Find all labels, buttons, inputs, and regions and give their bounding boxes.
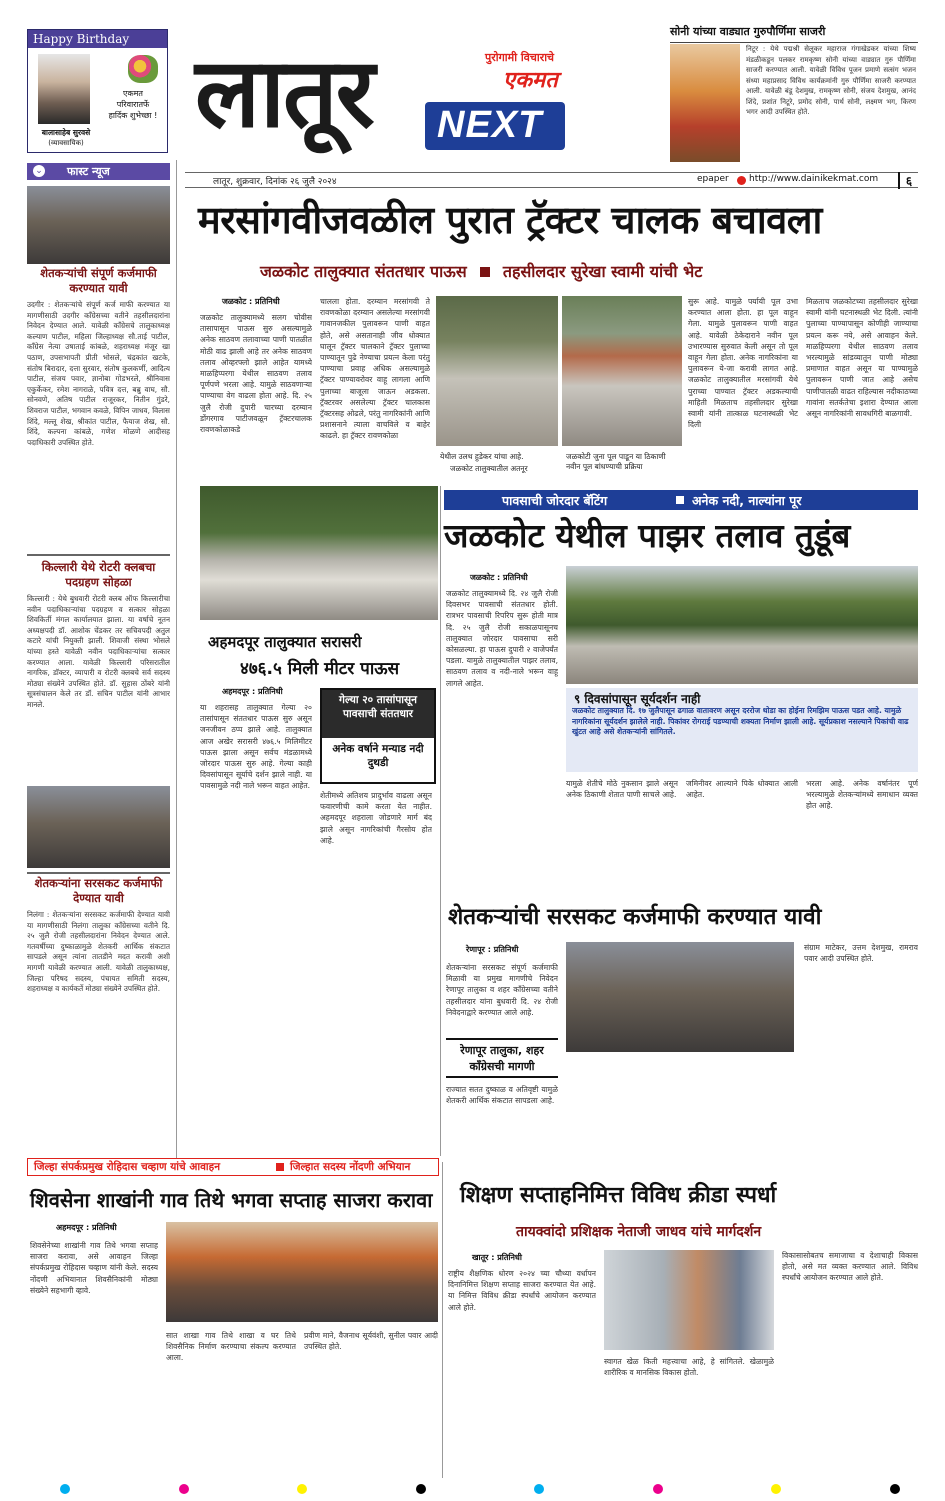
lead-subhead-a: जळकोट तालुक्यात संततधार पाऊस (260, 262, 467, 281)
shivsena-headline: शिवसेना शाखांनी गाव तिथे भगवा सप्ताह साजरा करावा (30, 1188, 433, 1212)
birthday-role: (व्यावसायिक) (48, 139, 84, 147)
shivsena-strap-b: जिल्हात सदस्य नोंदणी अभियान (290, 1161, 411, 1173)
rain-col-1: या शहरासह तालुक्यात गेल्या २० तासांपासून संततधार पाऊस सुरु असून जनजीवन ठप्प झाले आहे. तालुक्यात आज अखेर सरासरी ४७६.५ मिलिमीटर पाऊस झाला असून सर्वच मंडळामध्ये जोरदार पाऊस सुरु आहे. गेल्या काही दिवसांपासून सूर्याचे दर्शन झाले नाही. या पावसामुळे नदी नाले भरून वाहत आहेत. (200, 703, 312, 791)
shivsena-photo (166, 1222, 438, 1322)
birthday-photo (38, 54, 90, 124)
swatch-3 (416, 1484, 426, 1494)
swatch-7 (890, 1484, 900, 1494)
sidebar-divider-1 (27, 554, 170, 556)
next-logo-text: NEXT (437, 104, 543, 146)
guru-photo (670, 44, 740, 162)
lead-col-2: चालला होता. दरम्यान मरसांगवी ते रावणकोळा दरम्यान असलेल्या मरसांगवी गावानजकील पुलावरून पाणी वाहत होते, असे असतानाही जीव धोक्यात घालून ट्रॅक्टर चालकाने ट्रॅक्टर पुलाच्या पाण्यातून पुढे नेण्याचा प्रयत्न केला परंतु पाण्याचा प्रवाह अधिक असल्यामुळे ट्रॅक्टर पाण्यावरोवर वाहू लागला आणि पुलाच्या बाजूला जाऊन अडकला. ट्रॅक्टरवर असलेल्या ट्रॅक्टर चालकास ट्रॅक्टरसह ओढले, परंतु नागरिकांनी आणि प्रशासनाने त्याला वाचविले व बाहेर काढले. हा ट्रॅक्टर रावणकोळा (320, 297, 430, 441)
swatch-6 (771, 1484, 781, 1494)
masthead-title: लातूर (195, 37, 373, 149)
tank-col-2: यामुळे शेतीचे मोठे नुकसान झाले असून अनेक ठिकाणी शेतात पाणी साचले आहे. (566, 779, 678, 800)
tank-col-3: जमिनीवर आल्याने पिके धोक्यात आली आहेत. (686, 779, 798, 800)
sports-col-2: स्वागत खेळ किती महत्त्वाचा आहे, हे सांगितले. खेळामुळे शारीरिक व मानसिक विकास होतो. (604, 1357, 774, 1378)
shivsena-strap-bullet-icon (276, 1163, 284, 1171)
fast-news-label: फास्ट न्यूज (67, 165, 110, 178)
rain-callout-a: गेल्या २० तासांपासून पावसाची संततधार (322, 690, 434, 738)
ahmedpur-photo (200, 486, 438, 620)
sports-byline: खातूर : प्रतिनिधी (472, 1253, 522, 1262)
waiver-col-3: संग्राम माटेकर, उत्तम देशमुख, रामराव पवार आदी उपस्थित होते. (804, 943, 918, 964)
swatch-5 (653, 1484, 663, 1494)
swatch-4 (534, 1484, 544, 1494)
brand-name: एकमत (503, 68, 558, 93)
shivsena-col-1: शिवसेनेच्या शाखांनी गाव तिथे भगवा सप्ताह साजरा करावा, असे आवाहन जिल्हा संपर्कप्रमुख रोहिदास चव्हाण यांनी केले. सदस्य नोंदणी अभियानात शिवसैनिकांनी मोठ्या संख्येने सहभागी व्हावे. (30, 1241, 158, 1295)
sports-headline: शिक्षण सप्ताहनिमित्त विविध क्रीडा स्पर्धा (460, 1183, 777, 1208)
lead-col-3: सुरू आहे. यामुळे पर्यायी पूल उभा करण्यात आला होता. हा पूल वाहून गेला. यामुळे पुलावरून पाणी वाहत आहे. यावेळी ठेकेदाराने नवीन पूल उभारण्यास सुरुवात केली असून तो पूल वाहून गेला होता. अनेक नागरिकांना या पुलावरून ये-जा करावी लागत आहे. जळकोट तालुक्यातील मरसांगवी येथे पुराच्या पाण्यात ट्रॅक्टर अडकल्याची माहिती मिळताच तहसीलदार सुरेखा स्वामी यांनी तात्काळ घटनास्थळी भेट दिली (688, 297, 798, 430)
flowers-image (128, 55, 158, 83)
tank-strap (444, 490, 918, 510)
sidebar-headline-2: किल्लारी येथे रोटरी क्लबचा पदग्रहण सोहळा (41, 560, 156, 589)
chevron-down-icon: ⌄ (33, 165, 45, 177)
shivsena-strap-a: जिल्हा संपर्कप्रमुख रोहिदास चव्हाण यांचे आवाहन (34, 1161, 221, 1173)
sports-photo (604, 1250, 774, 1350)
rain-headline-2: ४७६.५ मिली मीटर पाऊस (240, 659, 400, 679)
waiver-col-2: राज्यात सतत दुष्काळ व अतिवृष्टी यामुळे शेतकरी आर्थिक संकटात सापडला आहे. (446, 1085, 558, 1106)
swatch-0 (60, 1484, 70, 1494)
masthead (185, 30, 665, 170)
birthday-wish: एकमत परिवारातर्फे हार्दिक शुभेच्छा ! (108, 89, 158, 120)
sidebar-body-1: उदगीर : शेतकऱ्यांचे संपूर्ण कर्ज माफी करण्यात या मागणीसाठी उदगीर कॉंग्रेसच्या वतीने तहसीलदारांना निवेदन देण्यात आले. यावेळी कॉंग्रेसचे तालुकाध्यक्ष कल्याण पाटील, महिला जिल्हाध्यक्ष सौ.ताई पाटील, कॉंग्रेस नेत्या उषाताई कांबळे, शहराध्यक्ष मंजूर खा पठाण, उपसभापती प्रीती भोसले, चंद्रकांत खटके, संतोष बिरादार, दत्ता सुरवार, संतोष कुलकर्णी, आदित्य पाटील, संजय पवार, ज्ञानोबा गोडभरले, श्रीनिवास एकुर्केकर, रमेश नागराळे, पवित्र दत्त, बब्रु वाघ, सौ. सोनवणे, अतिष पाटील राजूरकर, नितीन गुंडरे, शिवराज पाटील, भगवान कवळे, विपिन जाधव, विलास शिंदे, मल्लू शेख, श्रीकांत पाटील, फैयाज शेख, सौ. शिंदे, कल्पना कांबळे, गणेश मोळणे आदीसह पदाधिकारी उपस्थित होते. (27, 300, 170, 447)
rain-byline: अहमदपूर : प्रतिनिधी (222, 687, 283, 696)
tank-strap-b: अनेक नदी, नाल्यांना पूर (692, 493, 802, 508)
sidebar-divider-2 (27, 872, 170, 874)
sports-col-1: राष्ट्रीय शैक्षणिक धोरण २०२४ च्या चौथ्या वर्धापन दिनानिमित्त शिक्षण सप्ताह साजरा करण्यात येत आहे. या निमित्त विविध क्रीडा स्पर्धांचे आयोजन करण्यात आले होते. (448, 1269, 596, 1312)
tank-byline: जळकोट : प्रतिनिधी (470, 573, 528, 582)
lead-photo-2 (562, 296, 682, 446)
shivsena-strap (27, 1158, 439, 1176)
waiver-col-1: शेतकऱ्यांना सरसकट संपूर्ण कर्जमाफी मिळावी या प्रमुख मागणीचे निवेदन रेणापूर तालुका व शहर कॉंग्रेसच्या वतीने तहसीलदार यांना बुधवारी दि. २४ रोजी निवेदनाद्वारे करण्यात आले आहे. (446, 963, 558, 1017)
waiver-subbox-text: रेणापूर तालुका, शहर कॉंग्रेसची मागणी (460, 1044, 544, 1073)
tank-col-1: जळकोट तालुक्यामध्ये दि. २४ जुलै रोजी दिवसभर पावसाची संततधार होती. रात्रभर पावसाची रिपरिप सुरू होती मात्र दि. २५ जुलै रोजी सकाळपासूनच तालुक्यात जोरदार पावसाचा सरी कोसळल्या. हा पाऊस दुपारी २ वाजेपर्यंत पडला. यामुळे तालुक्यातील पाझर तलाव, साठवण तलाव व नदी-नाले भरून वाहू लागले आहेत. (446, 589, 558, 688)
swatch-2 (297, 1484, 307, 1494)
website-link[interactable]: http://www.dainikekmat.com (749, 174, 879, 184)
rain-callout-b: अनेक वर्षाने मन्याड नदी दुथडी (332, 743, 424, 769)
fast-news-bar (27, 163, 170, 180)
swatch-1 (179, 1484, 189, 1494)
waiver-photo (566, 942, 794, 1052)
page-number: ६ (898, 172, 918, 189)
sidebar-photo-1 (27, 186, 170, 264)
birthday-box (27, 29, 168, 153)
lead-photo-3-caption: जळकोटी जुना पूल पाडून या ठिकाणी नवीन पूल बांधण्याची प्रक्रिया (566, 452, 666, 471)
dateline: लातूर, शुक्रवार, दिनांक २६ जुलै २०२४ (213, 177, 337, 187)
lead-photo-1-caption: येथील उलथ हुडेकर यांचा आहे. (440, 452, 524, 461)
sidebar-photo-2 (27, 786, 170, 868)
lead-headline: मरसांगवीजवळील पुरात ट्रॅक्टर चालक बचावला (198, 198, 822, 242)
lead-byline: जळकोट : प्रतिनिधी (222, 297, 280, 306)
brand-tag: पुरोगामी विचाराचे (485, 51, 555, 64)
sidebar-headline-1: शेतकऱ्यांची संपूर्ण कर्जमाफी करण्यात यावी (40, 266, 157, 295)
waiver-headline: शेतकऱ्यांची सरसकट कर्जमाफी करण्यात यावी (448, 904, 822, 930)
dateline-bar (185, 172, 918, 188)
sidebar-rule (176, 160, 177, 1160)
birthday-name: बालासाहेब सुरवसे (41, 128, 91, 137)
tank-callout-heading: ९ दिवसांपासून सूर्यदर्शन नाही (574, 692, 701, 706)
waiver-byline: रेणापूर : प्रतिनिधी (466, 945, 519, 954)
lead-photo-2-caption: जळकोट तालुक्यातील अतनूर (450, 464, 528, 473)
bottom-rule (442, 1162, 443, 1478)
rain-col-2: शेतीमध्ये अतिशय प्रादुर्भाव वाढला असून फवारणीची कामे करता येत नाहीत. अहमदपूर शहराला जोडणारे मार्ग बंद झाले असून नागरिकांची गैरसोय होत आहे. (320, 791, 432, 845)
tank-callout-body: जळकोट तालुक्यात दि. १७ जुलैपासून ढगाळ वातावरण असून दररोज थोडा का होईना रिमझिम पाऊस पडत आहे. यामुळे नागरिकांना सूर्यदर्शन झालेले नाही. पिकांवर रोगराई पडण्याची शक्यता निर्माण झाली आहे. सूर्यप्रकाश नसल्याने पिकांची वाढ खुंटत आहे असे शेतकऱ्यांनी सांगितले. (572, 706, 909, 736)
sidebar-headline-3: शेतकऱ्यांना सरसकट कर्जमाफी देण्यात यावी (34, 876, 163, 905)
lead-col-1: जळकोट तालुक्यामध्ये सलग चोवीस तासापासून पाऊस सुरु असल्यामुळे अनेक साठवण तलावाच्या पाणी पातळीत मोठी वाढ झाली आहे तर अनेक साठवण तलाव ओव्हरफ्लो झाले आहेत यामध्ये माळहिप्परगा येथील साठवण तलाव पूर्णपणे भरला आहे. यामुळे साठवणाऱ्या पाण्याचा वेग वाढला होता आहे. दि. २५ जुलै रोजी दुपारी चारच्या दरम्यान डोंगरगाव पाटीजवळून ट्रॅक्टरचालक रावणकोळाकडे (200, 313, 312, 435)
waiver-subbox (446, 1038, 558, 1078)
lead-subhead (260, 260, 920, 282)
rain-headline-1: अहमदपूर तालुक्यात सरासरी (208, 633, 362, 651)
globe-icon (737, 176, 746, 185)
lead-subhead-b: तहसीलदार सुरेखा स्वामी यांची भेट (502, 262, 703, 281)
epaper-label: epaper (697, 174, 729, 184)
top-right-headline: सोनी यांच्या वाड्यात गुरुपौर्णिमा साजरी (670, 24, 918, 43)
top-right-story (670, 24, 918, 170)
sidebar-body-2: किल्लारी : येथे बुधवारी रोटरी क्लब ऑफ किल्लारीचा नवीन पदाधिकाऱ्यांचा पदग्रहण व सत्कार सोहळा शिवकिर्ती मंगल कार्यालयात झाला. या वर्षाचे नूतन अध्यक्षपदी डॉ. आशोक चेंडकर तर सचिवपदी अतुल कटारे यांची नियुक्ती झाली. शिवाजी संस्था भोसले यांच्या हस्ते यावेळी नवीन पदाधिकाऱ्यांचा सत्कार करण्यात आला. यावेळी किल्लारी परिसरातील नागरिक, डॉक्टर, व्यापारी व रोटरी क्लबचे सर्व सदस्य मोठ्या संख्येने उपस्थित होते. डॉ. सुहास ठोंबरे यांनी सूत्रसंचालन केले तर डॉ. सचिन पाटील यांनी आभार मानले. (27, 594, 170, 709)
lead-photo-1 (436, 296, 558, 446)
top-right-body: निटूर : येथे पद्मश्री सेलूकर महाराज गंगाखेडकर यांच्या शिष्य मंडळीकडून पलकर रामकृष्ण सोनी यांच्या वाड्यात गुरु पौर्णिमा साजरी करण्यात आली. यावेळी विविध पूजन प्रमाणे सत्संग भजन संध्या महाप्रसाद विविध कार्यक्रमांनी गुरु पौर्णिमा साजरी करण्यात आली. यावेळी बंडू देशमुख, रामकृष्ण सोनी, संजय देशमुख, आनंद शिंदे, प्रशांत निटूरे, प्रमोद सोनी, पार्थ सोनी, लक्ष्मण भग, किरण भगर आदी उपस्थित होते. (746, 45, 916, 116)
sidebar-body-3: निलंगा : शेतकऱ्यांना सरसकट कर्जमाफी देण्यात यावी या मागणीसाठी निलंगा तालुका कॉंग्रेसच्या वतीने दि. २५ जुलै रोजी तहसीलदारांना निवेदन देण्यात आले. गतवर्षीच्या दुष्काळामुळे शेतकरी आर्थिक संकटात सापडले असून त्यांना तातडीने मदत करावी अशी मागणी यावेळी करण्यात आली. यावेळी तालुकाध्यक्ष, जिल्हा परिषद सदस्य, पंचायत समिती सदस्य, शहराध्यक्ष व कार्यकर्ते मोठ्या संख्येने उपस्थित होते. (27, 910, 170, 994)
tank-strap-a: पावसाची जोरदार बॅटिंग (502, 493, 608, 508)
tank-col-4: भरला आहे. अनेक वर्षानंतर पूर्ण भरल्यामुळे शेतकऱ्यांमध्ये समाधान व्यक्त होत आहे. (806, 779, 918, 811)
tank-headline: जळकोट येथील पाझर तलाव तुडूंब (444, 516, 851, 555)
square-bullet-icon (480, 267, 490, 277)
next-logo (425, 102, 565, 150)
tank-strap-bullet-icon (676, 496, 684, 504)
sports-subhead: तायक्वांदो प्रशिक्षक नेताजी जाधव यांचे मार्गदर्शन (516, 1224, 762, 1240)
shivsena-byline: अहमदपूर : प्रतिनिधी (56, 1223, 117, 1232)
shivsena-col-2: सात शाखा गाव तिथे शाखा व घर तिथे शिवसैनिक निर्माण करण्याचा संकल्प करण्यात आला. (166, 1331, 296, 1363)
shivsena-col-3: प्रवीण माने, वैजनाथ सूर्यवंशी, सुनील पवार आदी उपस्थित होते. (304, 1331, 438, 1352)
lead-col-4: मिळताच जळकोटच्या तहसीलदार सुरेखा स्वामी यांनी घटनास्थळी भेट दिली. त्यांनी पुलाच्या पाण्यापासून कोणीही जाण्याचा प्रयत्न करू नये, असे आवाहन केले. माळहिप्परगा येथील साठवण तलाव भरल्यामुळे सांडव्यातून पाणी मोठ्या प्रमाणात वाहत असून या पाण्यामुळे पुलावरून पाणी जात आहे असेच पाणीपातळी वाढत राहिल्यास नदीकाठच्या गावांना सतर्कतेचा इशारा देण्यात आला असून नागरिकांनी सावधगिरी बाळगावी. (806, 297, 918, 419)
rain-callout (320, 688, 436, 784)
rain-rule (440, 486, 441, 1156)
birthday-heading: Happy Birthday (28, 30, 167, 48)
sports-col-3: विकासासोबतच समाजाचा व देशाचाही विकास होतो, असे मत व्यक्त करण्यात आले. विविध स्पर्धांचे आयोजन करण्यात आले होते. (782, 1251, 918, 1283)
tank-callout (566, 688, 918, 772)
tank-photo (566, 566, 918, 684)
registration-swatches (60, 1484, 900, 1494)
